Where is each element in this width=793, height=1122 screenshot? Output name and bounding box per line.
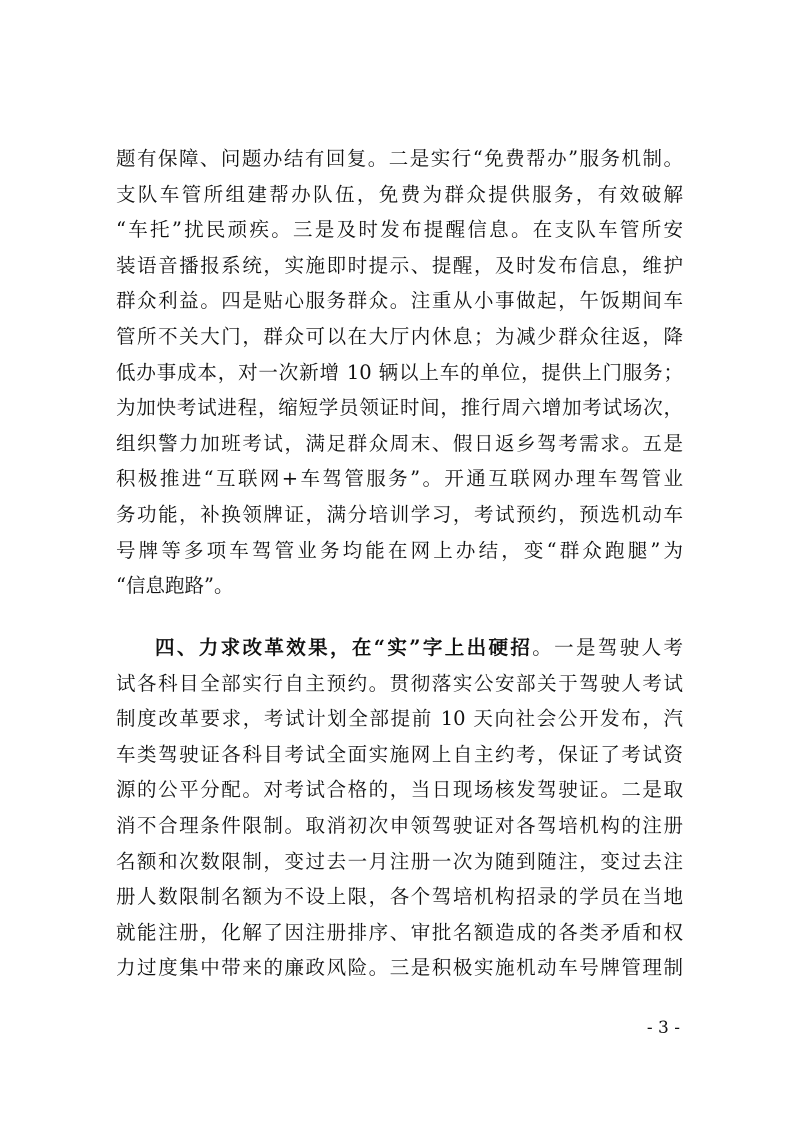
- paragraph-section-four: [116, 630, 683, 986]
- text-line: 力过度集中带来的廉政风险。三是积极实施机动车号牌管理制: [116, 956, 683, 980]
- text-line: 为加快考试进程，缩短学员领证时间，推行周六增加考试场次，: [116, 396, 683, 420]
- text-line: 管所不关大门，群众可以在大厅内休息；为减少群众往返，降: [116, 324, 683, 348]
- text-line: 组织警力加班考试，满足群众周末、假日返乡驾考需求。五是: [116, 431, 683, 455]
- section-heading: 四、力求改革效果，在“实”字上出硬招: [155, 636, 533, 659]
- text-line: 册人数限制名额为不设上限，各个驾培机构招录的学员在当地: [116, 885, 683, 909]
- text-line: 源的公平分配。对考试合格的，当日现场核发驾驶证。二是取: [116, 778, 683, 802]
- text-line: 消不合理条件限制。取消初次申领驾驶证对各驾培机构的注册: [116, 813, 683, 837]
- paragraph-continued: [116, 141, 683, 604]
- text-line: 低办事成本，对一次新增 10 辆以上车的单位，提供上门服务；: [116, 360, 683, 384]
- text-line: 制度改革要求，考试计划全部提前 10 天向社会公开发布，汽: [116, 707, 683, 731]
- text-line: “车托”扰民顽疾。三是及时发布提醒信息。在支队车管所安: [116, 218, 683, 242]
- text-line: 装语音播报系统，实施即时提示、提醒，及时发布信息，维护: [116, 253, 683, 277]
- text-line: 积极推进“互联网+车驾管服务”。开通互联网办理车驾管业: [116, 467, 683, 491]
- text-line: 群众利益。四是贴心服务群众。注重从小事做起，午饭期间车: [116, 289, 683, 313]
- text-line: 支队车管所组建帮办队伍，免费为群众提供服务，有效破解: [116, 182, 683, 206]
- text-line: 号牌等多项车驾管业务均能在网上办结，变“群众跑腿”为: [116, 538, 683, 562]
- text-line: 试各科目全部实行自主预约。贯彻落实公安部关于驾驶人考试: [116, 671, 683, 695]
- text-line: 务功能，补换领牌证，满分培训学习，考试预约，预选机动车: [116, 502, 683, 526]
- text-run: 。一是驾驶人考: [532, 636, 683, 659]
- text-line: 名额和次数限制，变过去一月注册一次为随到随注，变过去注: [116, 849, 683, 873]
- text-line: 车类驾驶证各科目考试全面实施网上自主约考，保证了考试资: [116, 742, 683, 766]
- page-number: - 3 -: [646, 1018, 680, 1038]
- text-line: “信息跑路”。: [116, 574, 234, 598]
- text-line: 题有保障、问题办结有回复。二是实行“免费帮办”服务机制。: [116, 147, 683, 170]
- text-line: 就能注册，化解了因注册排序、审批名额造成的各类矛盾和权: [116, 920, 683, 944]
- text-line-first: [116, 630, 683, 666]
